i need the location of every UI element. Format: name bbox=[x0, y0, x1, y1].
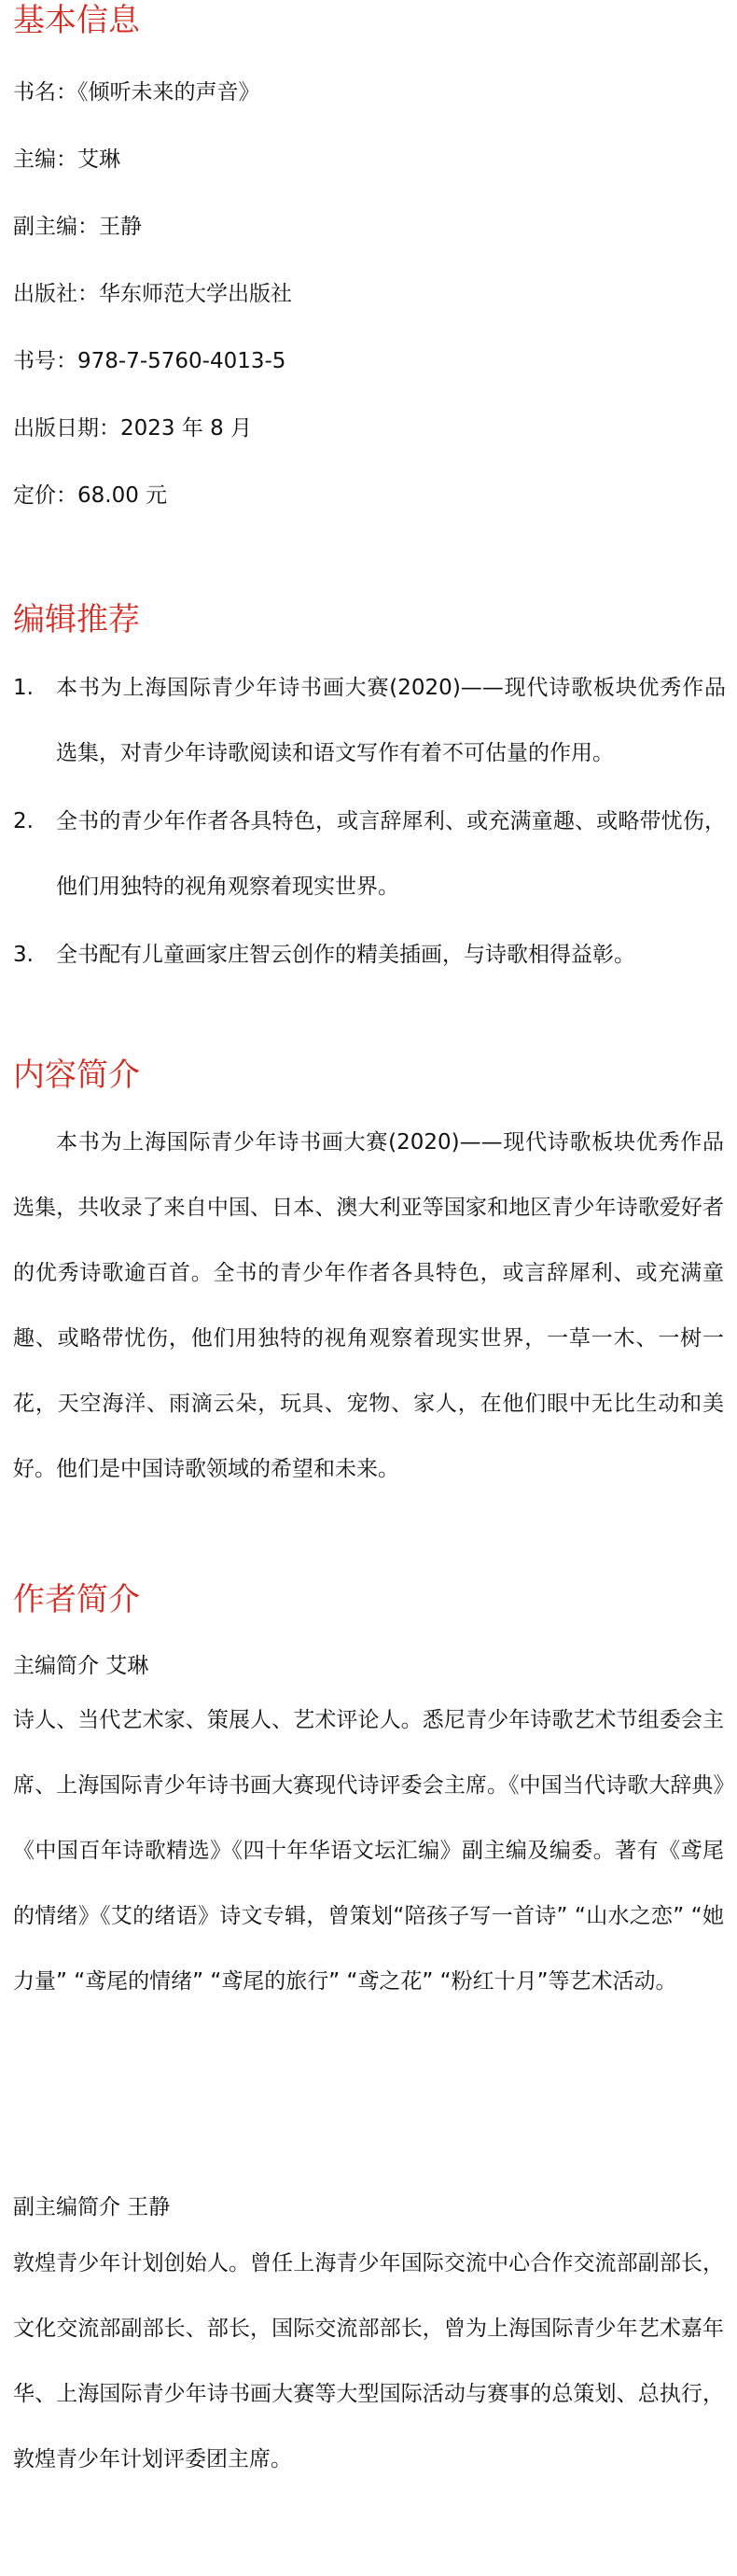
deputy-editor-bio: 敦煌青少年计划创始人。曾任上海青少年国际交流中心合作交流部副部长，文化交流部副部长、部长，国际交流部部长，曾为上海国际青少年艺术嘉年华、上海国际青少年诗书画大赛等大型国际活动与赛事的总策划、总执行，敦煌青少年计划评委团主席。 bbox=[13, 2251, 724, 2471]
editor-recommend-heading: 编辑推荐 bbox=[13, 601, 140, 638]
list-item-number: 2. bbox=[13, 809, 34, 833]
field-title: 书名：《倾听未来的声音》 bbox=[13, 80, 260, 105]
list-item bbox=[13, 789, 726, 919]
deputy-editor-label: 副主编简介 王静 bbox=[13, 2195, 171, 2219]
field-publisher: 出版社：华东师范大学出版社 bbox=[13, 282, 292, 306]
field-editor: 主编：艾琳 bbox=[13, 147, 120, 172]
field-deputy: 副主编：王静 bbox=[13, 215, 142, 239]
field-price: 定价：68.00 元 bbox=[13, 483, 168, 508]
basic-info-heading: 基本信息 bbox=[13, 2, 140, 39]
content-intro-paragraph: 本书为上海国际青少年诗书画大赛(2020)——现代诗歌板块优秀作品选集，共收录了来自中国、日本、澳大利亚等国家和地区青少年诗歌爱好者的优秀诗歌逾百首。全书的青少年作者各具特色，或言辞犀利、或充满童趣、或略带忧伤，他们用独特的视角观察着现实世界，一草一木、一树一花，天空海洋、雨滴云朵，玩具、宠物、家人，在他们眼中无比生动和美好。他们是中国诗歌领域的希望和未来。 bbox=[13, 1130, 724, 1481]
chief-editor-bio: 诗人、当代艺术家、策展人、艺术评论人。悉尼青少年诗歌艺术节组委会主席、上海国际青少年诗书画大赛现代诗评委会主席。《中国当代诗歌大辞典》《中国百年诗歌精选》《四十年华语文坛汇编》副主编及编委。著有《鸢尾的情绪》《艾的绪语》诗文专辑，曾策划“陪孩子写一首诗” “山水之恋” “她力量” “鸢尾的情绪” “鸢尾的旅行” “鸢之花” “粉红十月”等艺术活动。 bbox=[13, 1708, 724, 1994]
author-intro-heading: 作者简介 bbox=[13, 1581, 140, 1618]
list-item bbox=[13, 655, 726, 786]
list-item-text: 本书为上海国际青少年诗书画大赛(2020)——现代诗歌板块优秀作品选集，对青少年诗歌阅读和语文写作有着不可估量的作用。 bbox=[56, 676, 726, 765]
list-item-number: 3. bbox=[13, 943, 34, 967]
list-item-text: 全书配有儿童画家庄智云创作的精美插画，与诗歌相得益彰。 bbox=[56, 943, 635, 967]
list-item bbox=[13, 922, 726, 987]
content-intro-heading: 内容简介 bbox=[13, 1057, 140, 1094]
list-item-number: 1. bbox=[13, 676, 34, 700]
field-isbn: 书号：978-7-5760-4013-5 bbox=[13, 349, 286, 373]
list-item-text: 全书的青少年作者各具特色，或言辞犀利、或充满童趣、或略带忧伤，他们用独特的视角观察着现实世界。 bbox=[56, 809, 726, 899]
chief-editor-label: 主编简介 艾琳 bbox=[13, 1654, 149, 1678]
field-pubdate: 出版日期：2023 年 8 月 bbox=[13, 416, 253, 441]
